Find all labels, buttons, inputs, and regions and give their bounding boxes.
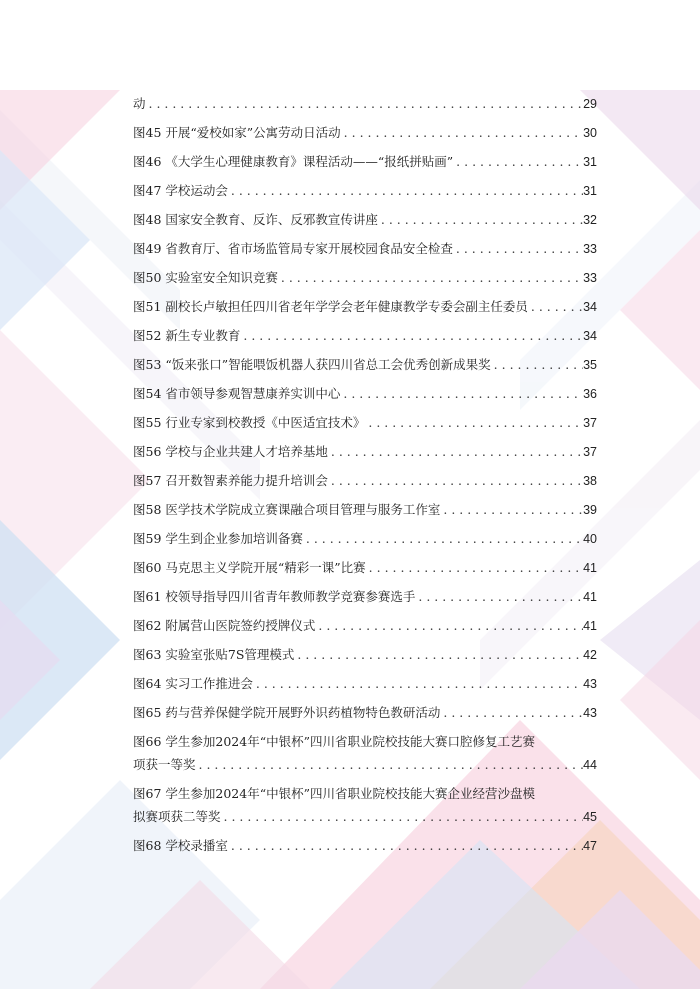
- dot-leader: [253, 672, 583, 695]
- toc-entry-title: 图55 行业专家到校教授《中医适宜技术》: [133, 415, 366, 430]
- toc-entry-title: 图62 附属营山医院签约授牌仪式: [133, 618, 316, 633]
- toc-entry[interactable]: [133, 753, 597, 776]
- toc-entry[interactable]: [133, 805, 597, 828]
- toc-entry-title: 图50 实验室安全知识竞赛: [133, 270, 278, 285]
- toc-entry[interactable]: [133, 701, 597, 724]
- toc-entry-page-number: 45: [583, 810, 597, 824]
- toc-entry-title: 图51 副校长卢敏担任四川省老年学学会老年健康教学专委会副主任委员: [133, 299, 528, 314]
- toc-entry[interactable]: [133, 121, 597, 144]
- toc-entry-page-number: 36: [583, 387, 597, 401]
- toc-entry-page-number: 41: [583, 619, 597, 633]
- toc-entry-title: 图54 省市领导参观智慧康养实训中心: [133, 386, 341, 401]
- toc-entry[interactable]: [133, 498, 597, 521]
- toc-entry-page-number: 42: [583, 648, 597, 662]
- toc-entry[interactable]: [133, 179, 597, 202]
- dot-leader: [315, 614, 583, 637]
- dot-leader: [196, 753, 584, 776]
- toc-entry[interactable]: [133, 295, 597, 318]
- dot-leader: [328, 440, 583, 463]
- dot-leader: [303, 527, 583, 550]
- toc-entry-page-number: 29: [583, 97, 597, 111]
- toc-entry[interactable]: [133, 556, 597, 579]
- dot-leader: [340, 382, 583, 405]
- toc-entry-page-number: 31: [583, 184, 597, 198]
- toc-entry[interactable]: [133, 266, 597, 289]
- dot-leader: [341, 121, 583, 144]
- toc-entry-title: 图49 省教育厅、省市场监管局专家开展校园食品安全检查: [133, 241, 453, 256]
- dot-leader: [453, 150, 583, 173]
- toc-entry[interactable]: [133, 237, 597, 260]
- toc-entry[interactable]: [133, 614, 597, 637]
- toc-entry-title: 图52 新生专业教育: [133, 328, 241, 343]
- toc-entry-page-number: 34: [583, 329, 597, 343]
- toc-entry[interactable]: [133, 469, 597, 492]
- toc-entry-title: 图68 学校录播室: [133, 838, 228, 853]
- toc-entry-title-line: 图66 学生参加2024年“中银杯”四川省职业院校技能大赛口腔修复工艺赛: [133, 734, 535, 749]
- toc-entry[interactable]: [133, 585, 597, 608]
- toc-entry[interactable]: [133, 440, 597, 463]
- dot-leader: [491, 353, 583, 376]
- dot-leader: [365, 411, 583, 434]
- toc-entry-page-number: 37: [583, 416, 597, 430]
- dot-leader: [415, 585, 583, 608]
- dot-leader: [221, 805, 584, 828]
- toc-entry-page-number: 30: [583, 126, 597, 140]
- toc-entry-title: 图58 医学技术学院成立赛课融合项目管理与服务工作室: [133, 502, 441, 517]
- toc-entry[interactable]: [133, 208, 597, 231]
- dot-leader: [228, 179, 583, 202]
- toc-entry-title: 图56 学校与企业共建人才培养基地: [133, 444, 328, 459]
- toc-entry-page-number: 38: [583, 474, 597, 488]
- toc-entry-page-number: 34: [583, 300, 597, 314]
- table-of-figures: [133, 92, 597, 863]
- toc-entry-title: 图64 实习工作推进会: [133, 676, 253, 691]
- toc-entry[interactable]: [133, 834, 597, 857]
- dot-leader: [328, 469, 583, 492]
- dot-leader: [228, 834, 583, 857]
- toc-entry-title: 图46 《大学生心理健康教育》课程活动——“报纸拼贴画”: [133, 154, 454, 169]
- dot-leader: [278, 266, 583, 289]
- toc-entry-page-number: 40: [583, 532, 597, 546]
- toc-entry-title: 拟赛项获二等奖: [133, 809, 221, 824]
- toc-entry-page-number: 37: [583, 445, 597, 459]
- dot-leader: [528, 295, 583, 318]
- toc-entry-page-number: 33: [583, 271, 597, 285]
- toc-entry-title: 图47 学校运动会: [133, 183, 228, 198]
- toc-entry-page-number: 43: [583, 706, 597, 720]
- dot-leader: [146, 92, 584, 115]
- dot-leader: [366, 556, 583, 579]
- toc-entry-page-number: 31: [583, 155, 597, 169]
- toc-entry-page-number: 33: [583, 242, 597, 256]
- toc-entry-title: 图65 药与营养保健学院开展野外识药植物特色教研活动: [133, 705, 441, 720]
- toc-entry-title: 图63 实验室张贴7S管理模式: [133, 647, 295, 662]
- toc-entry-page-number: 44: [583, 758, 597, 772]
- toc-entry[interactable]: [133, 527, 597, 550]
- toc-entry-page-number: 47: [583, 839, 597, 853]
- toc-entry-title: 图53 “饭来张口”智能喂饭机器人获四川省总工会优秀创新成果奖: [133, 357, 491, 372]
- toc-entry[interactable]: [133, 353, 597, 376]
- toc-entry-title: 项获一等奖: [133, 757, 196, 772]
- toc-entry-title: 图60 马克思主义学院开展“精彩一课”比赛: [133, 560, 366, 575]
- toc-entry-title: 图59 学生到企业参加培训备赛: [133, 531, 303, 546]
- toc-entry-page-number: 41: [583, 590, 597, 604]
- toc-entry-page-number: 43: [583, 677, 597, 691]
- toc-entry-page-number: 35: [583, 358, 597, 372]
- toc-entry[interactable]: [133, 672, 597, 695]
- toc-entry-page-number: 39: [583, 503, 597, 517]
- dot-leader: [240, 324, 583, 347]
- toc-entry[interactable]: [133, 382, 597, 405]
- toc-entry-title: 图48 国家安全教育、反诈、反邪教宣传讲座: [133, 212, 378, 227]
- toc-entry-page-number: 41: [583, 561, 597, 575]
- toc-entry[interactable]: [133, 324, 597, 347]
- toc-entry-title: 动: [133, 96, 146, 111]
- toc-entry[interactable]: [133, 150, 597, 173]
- toc-entry-page-number: 32: [583, 213, 597, 227]
- dot-leader: [453, 237, 583, 260]
- dot-leader: [440, 498, 583, 521]
- toc-entry[interactable]: [133, 411, 597, 434]
- toc-entry-title-line: 图67 学生参加2024年“中银杯”四川省职业院校技能大赛企业经营沙盘模: [133, 786, 535, 801]
- toc-entry-title: 图61 校领导指导四川省青年教师教学竞赛参赛选手: [133, 589, 416, 604]
- toc-entry[interactable]: [133, 643, 597, 666]
- toc-entry-title: 图45 开展“爱校如家”公寓劳动日活动: [133, 125, 341, 140]
- dot-leader: [440, 701, 583, 724]
- toc-entry[interactable]: [133, 92, 597, 115]
- dot-leader: [294, 643, 583, 666]
- dot-leader: [378, 208, 583, 231]
- toc-entry-title: 图57 召开数智素养能力提升培训会: [133, 473, 328, 488]
